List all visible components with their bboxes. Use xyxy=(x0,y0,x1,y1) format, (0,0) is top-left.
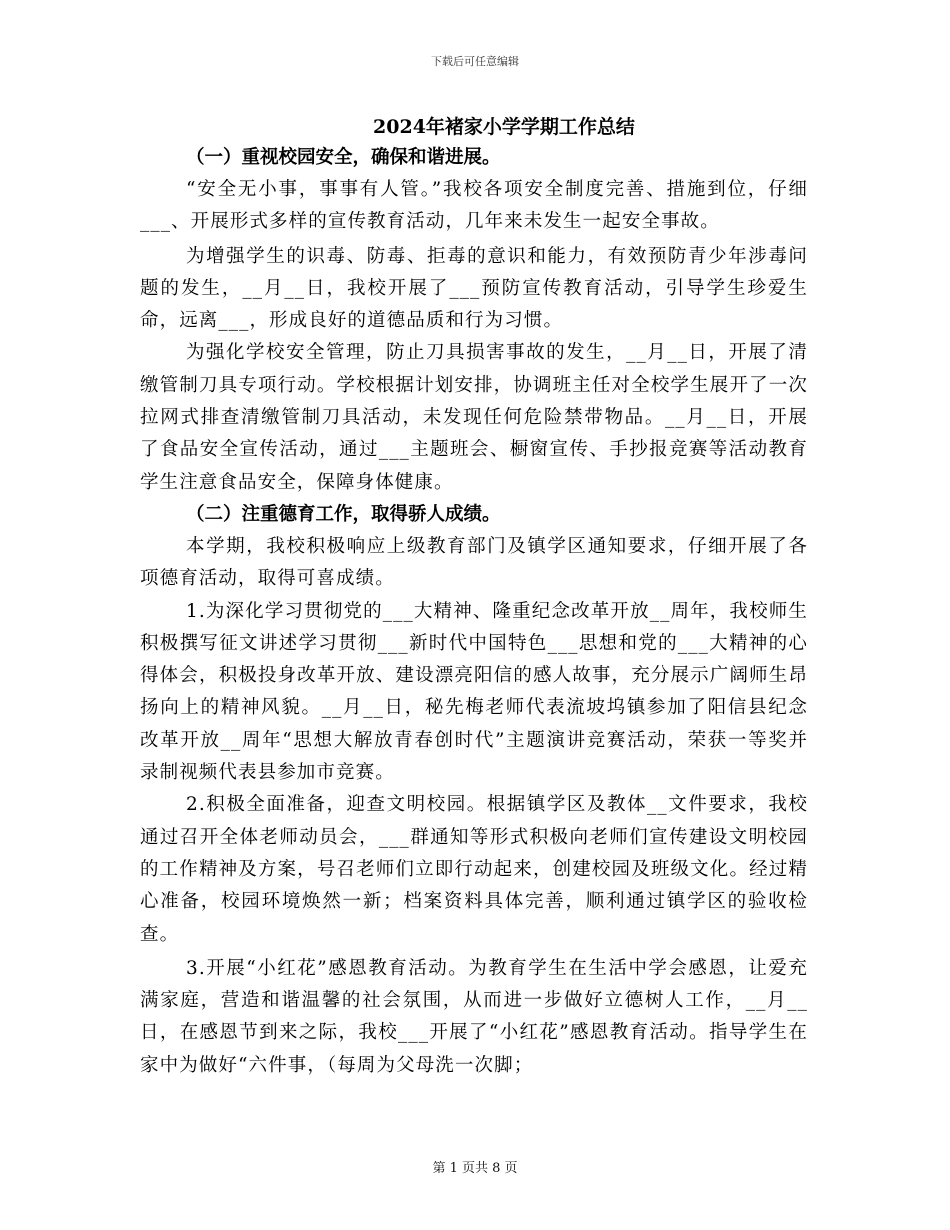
paragraph-1: “安全无小事，事事有人管。”我校各项安全制度完善、措施到位，仔细___、开展形式多样的宣传教育活动，几年来未发生一起安全事故。 xyxy=(140,179,808,233)
paragraph-6: 2.积极全面准备，迎查文明校园。根据镇学区及教体__文件要求，我校通过召开全体老师动员会，___群通知等形式积极向老师们宣传建设文明校园的工作精神及方案，号召老师们立即行动起来，创建校园及班级文化。经过精心准备，校园环境焕然一新；档案资料具体完善，顺利通过镇学区的验收检查。 xyxy=(140,794,808,945)
paragraph-2: 为增强学生的识毒、防毒、拒毒的意识和能力，有效预防青少年涉毒问题的发生，__月__日，我校开展了___预防宣传教育活动，引导学生珍爱生命，远离___，形成良好的道德品质和行为习惯。 xyxy=(140,245,808,332)
paragraph-7: 3.开展“小红花”感恩教育活动。为教育学生在生活中学会感恩，让爱充满家庭，营造和谐温馨的社会氛围，从而进一步做好立德树人工作，__月__日，在感恩节到来之际，我校___开展了“小红花”感恩教育活动。指导学生在家中为做好“六件事，（每周为父母洗一次脚； xyxy=(140,957,808,1076)
document-title: 2024年褚家小学学期工作总结 xyxy=(373,116,635,138)
paragraph-5: 1.为深化学习贯彻党的___大精神、隆重纪念改革开放__周年，我校师生积极撰写征文讲述学习贯彻___新时代中国特色___思想和党的___大精神的心得体会，积极投身改革开放、建设漂亮阳信的感人故事，充分展示广阔师生昂扬向上的精神风貌。__月__日，秘先梅老师代表流坡坞镇参加了阳信县纪念改革开放__周年“思想大解放青春创时代”主题演讲竞赛活动，荣获一等奖并录制视频代表县参加市竞赛。 xyxy=(140,600,808,784)
header-note: 下载后可任意编辑 xyxy=(431,55,519,68)
document-body xyxy=(140,112,808,1082)
paragraph-4: 本学期，我校积极响应上级教育部门及镇学区通知要求，仔细开展了各项德育活动，取得可喜成绩。 xyxy=(140,535,808,590)
page-footer: 第 1 页共 8 页 xyxy=(432,1161,518,1176)
section-heading-1: （一）重视校园安全，确保和谐进展。 xyxy=(186,147,501,168)
paragraph-3: 为强化学校安全管理，防止刀具损害事故的发生，__月__日，开展了清缴管制刀具专项行动。学校根据计划安排，协调班主任对全校学生展开了一次拉网式排查清缴管制刀具活动，未发现任何危险禁带物品。__月__日，开展了食品安全宣传活动，通过___主题班会、橱窗宣传、手抄报竞赛等活动教育学生注意食品安全，保障身体健康。 xyxy=(140,342,808,493)
section-heading-2: （二）注重德育工作，取得骄人成绩。 xyxy=(186,503,501,525)
